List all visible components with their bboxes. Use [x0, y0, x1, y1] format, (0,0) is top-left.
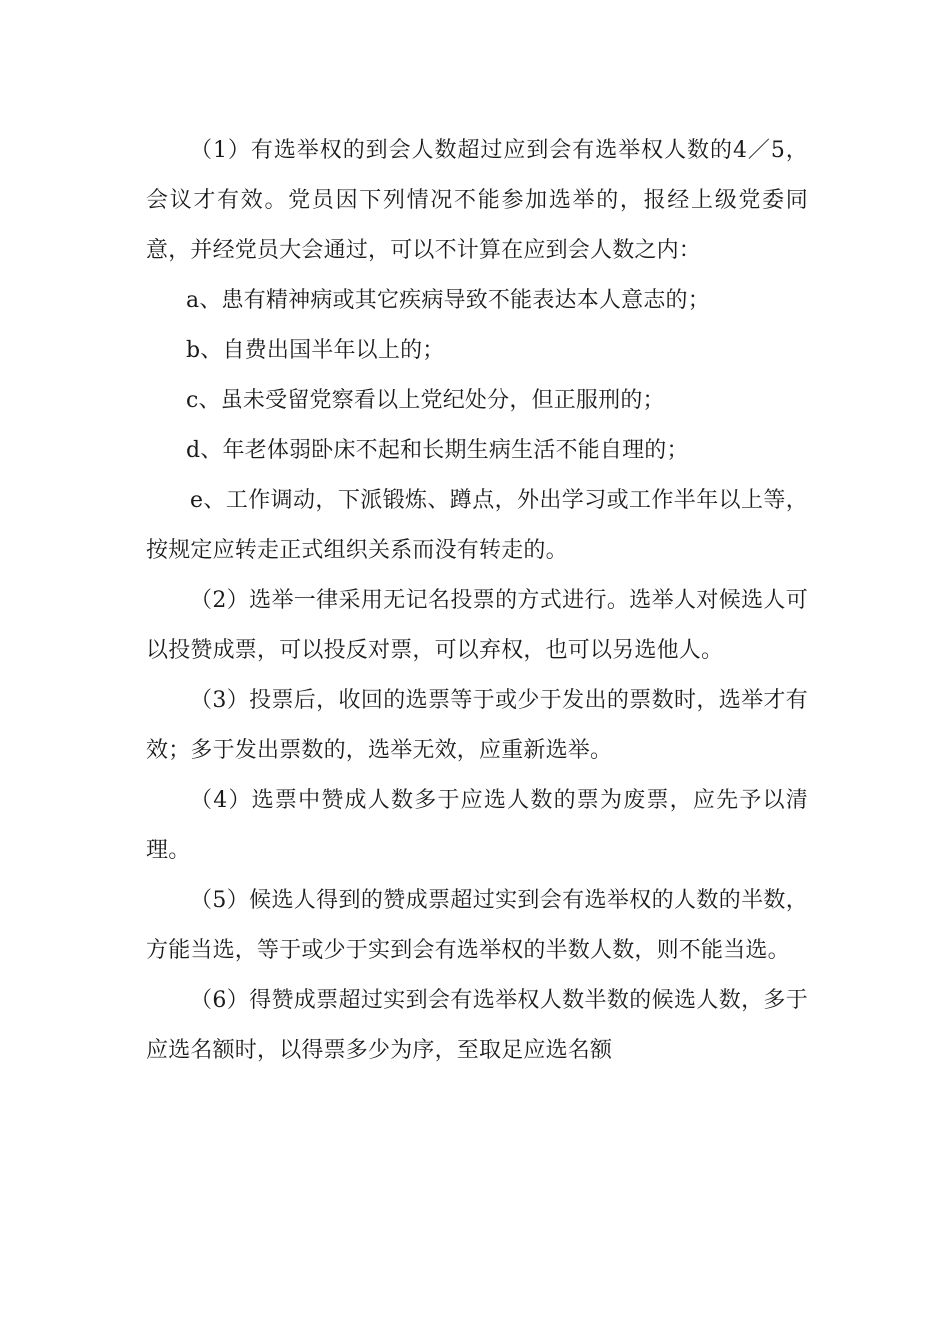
paragraph-4-invalid-ballots: （4）选票中赞成人数多于应选人数的票为废票，应先予以清理。	[146, 788, 808, 863]
list-item-e: e、工作调动，下派锻炼、蹲点，外出学习或工作半年以上等，按规定应转走正式组织关系而没有转走的。	[146, 488, 808, 563]
list-item-c: c、虽未受留党察看以上党纪处分，但正服刑的；	[186, 388, 665, 413]
paragraph-2-secret-ballot: （2）选举一律采用无记名投票的方式进行。选举人对候选人可以投赞成票，可以投反对票，可以弃权，也可以另选他人。	[146, 588, 808, 663]
paragraph-5-election-majority: （5）候选人得到的赞成票超过实到会有选举权的人数的半数，方能当选，等于或少于实到会有选举权的半数人数，则不能当选。	[146, 888, 808, 963]
paragraph-3-ballot-count: （3）投票后，收回的选票等于或少于发出的票数时，选举才有效；多于发出票数的，选举无效，应重新选举。	[146, 688, 808, 763]
list-item-b: b、自费出国半年以上的；	[186, 338, 445, 363]
paragraph-1-quorum: （1）有选举权的到会人数超过应到会有选举权人数的4／5，会议才有效。党员因下列情况不能参加选举的，报经上级党委同意，并经党员大会通过，可以不计算在应到会人数之内：	[146, 138, 808, 263]
list-item-d: d、年老体弱卧床不起和长期生病生活不能自理的；	[186, 438, 689, 463]
paragraph-6-ranking: （6）得赞成票超过实到会有选举权人数半数的候选人数，多于应选名额时，以得票多少为序，至取足应选名额	[146, 988, 808, 1063]
list-item-a: a、患有精神病或其它疾病导致不能表达本人意志的；	[186, 288, 710, 313]
document-page	[146, 126, 808, 1076]
